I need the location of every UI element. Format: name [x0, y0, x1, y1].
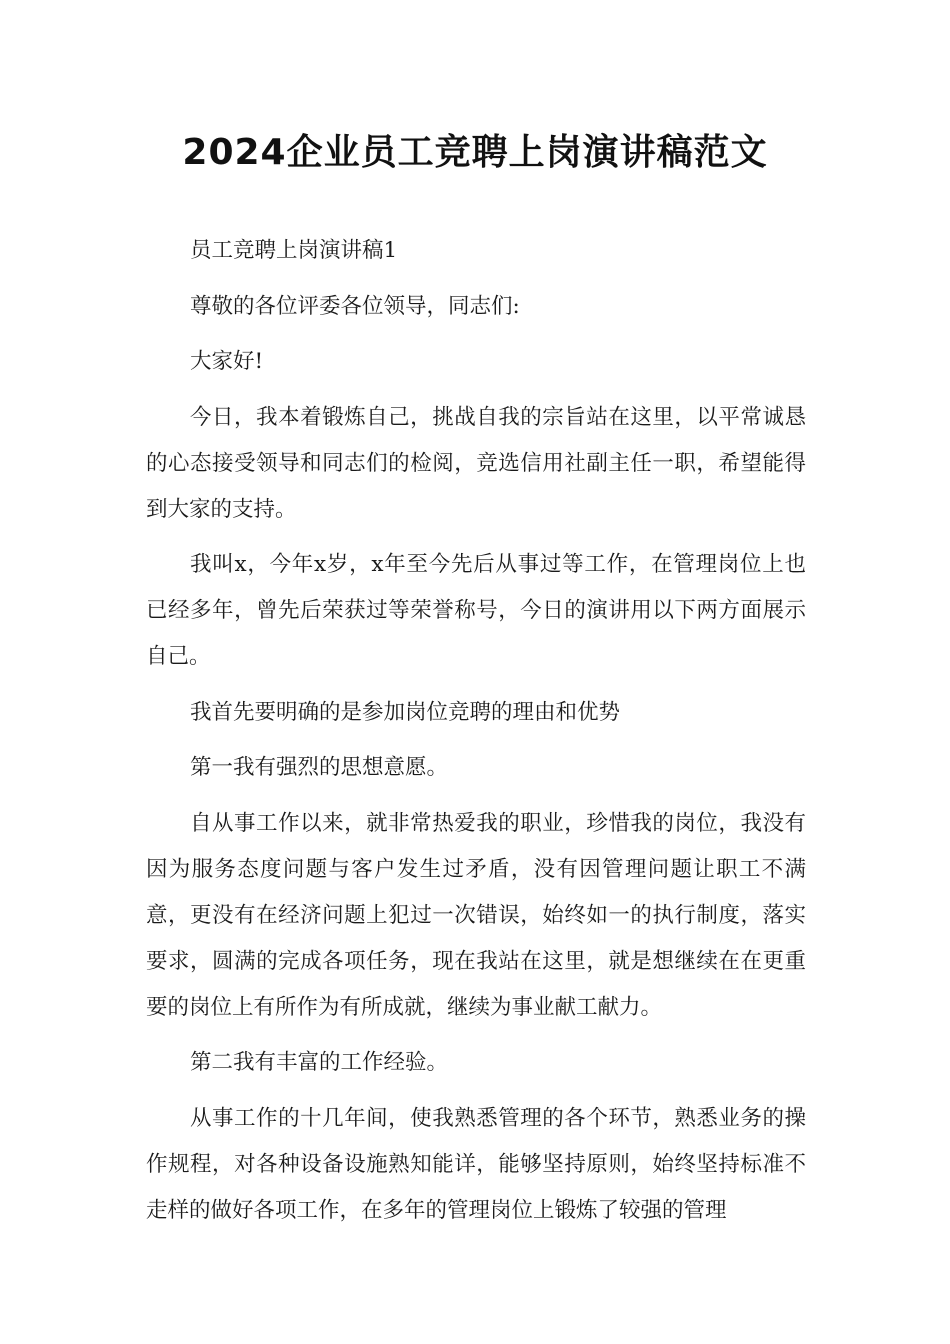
document-title: 2024企业员工竞聘上岗演讲稿范文 — [182, 132, 768, 173]
paragraph-intro: 今日，我本着锻炼自己，挑战自我的宗旨站在这里，以平常诚恳的心态接受领导和同志们的检阅，竞选信用社副主任一职，希望能得到大家的支持。 — [146, 404, 806, 522]
paragraph-point-one: 第一我有强烈的思想意愿。 — [190, 755, 449, 780]
paragraph-point-two-body: 从事工作的十几年间，使我熟悉管理的各个环节，熟悉业务的操作规程，对各种设备设施熟知能详，能够坚持原则，始终坚持标准不走样的做好各项工作，在多年的管理岗位上锻炼了较强的管理 — [146, 1105, 806, 1223]
paragraph-heading: 员工竞聘上岗演讲稿1 — [190, 238, 398, 263]
document-body — [146, 228, 806, 1243]
paragraph-salutation: 尊敬的各位评委各位领导，同志们: — [190, 293, 520, 319]
paragraph-greeting: 大家好! — [190, 349, 264, 374]
paragraph-point-one-body: 自从事工作以来，就非常热爱我的职业，珍惜我的岗位，我没有因为服务态度问题与客户发生过矛盾，没有因管理问题让职工不满意，更没有在经济问题上犯过一次错误，始终如一的执行制度，落实要求，圆满的完成各项任务，现在我站在这里，就是想继续在在更重要的岗位上有所作为有所成就，继续为事业献工献力。 — [146, 810, 806, 1020]
paragraph-reasons-heading: 我首先要明确的是参加岗位竞聘的理由和优势 — [190, 699, 621, 725]
paragraph-self-intro: 我叫x，今年x岁，x年至今先后从事过等工作，在管理岗位上也已经多年，曾先后荣获过等荣誉称号，今日的演讲用以下两方面展示自己。 — [146, 552, 806, 669]
paragraph-point-two: 第二我有丰富的工作经验。 — [190, 1050, 449, 1075]
